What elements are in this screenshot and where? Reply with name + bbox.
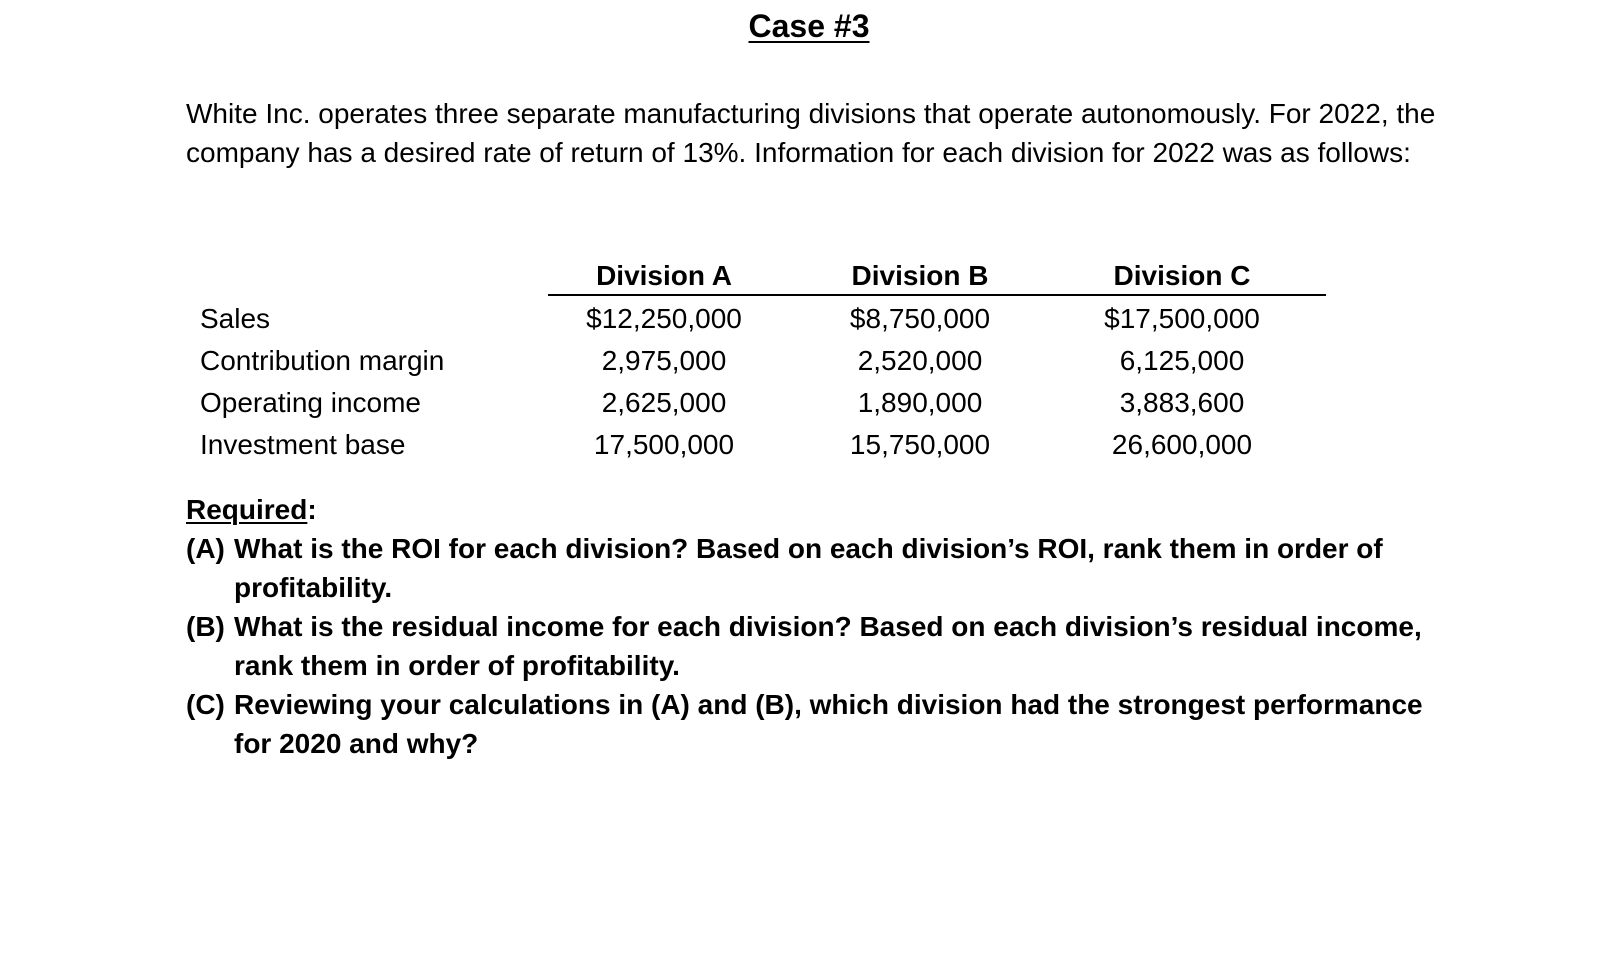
- header-underline: [548, 294, 1326, 296]
- row-label: Contribution margin: [200, 345, 445, 376]
- table-row-investment-base: [186, 424, 1326, 466]
- required-heading: [186, 490, 1446, 529]
- table-row-sales: [186, 298, 1326, 340]
- table-cell: $12,250,000: [586, 303, 742, 334]
- header-division-a: Division A: [596, 260, 732, 291]
- table-cell: 15,750,000: [849, 429, 991, 460]
- table-cell: 17,500,000: [593, 429, 735, 460]
- question-tag: (B): [186, 611, 225, 642]
- division-table: [186, 258, 1326, 466]
- table-cell: $17,500,000: [1104, 303, 1260, 334]
- table-header-row: [186, 258, 1326, 294]
- row-label: Investment base: [200, 429, 406, 460]
- intro-paragraph: White Inc. operates three separate manufacturing divisions that operate autonomously. For 2022, the company has a desired rate of return of 13%. Information for each division for 2022 was as follows:: [186, 98, 1436, 168]
- question-text: What is the residual income for each division? Based on each division’s residual income, rank them in order of profitability.: [234, 611, 1422, 681]
- header-division-b: Division B: [851, 260, 989, 291]
- table-body: [186, 294, 1326, 466]
- table-row-operating-income: [186, 382, 1326, 424]
- header-division-c: Division C: [1113, 260, 1251, 291]
- required-heading-text: Required: [186, 494, 308, 525]
- question-tag: (C): [186, 689, 225, 720]
- question-tag: (A): [186, 533, 225, 564]
- table-cell: 3,883,600: [1119, 387, 1245, 418]
- table-cell: 2,625,000: [601, 387, 727, 418]
- table-cell: 6,125,000: [1119, 345, 1245, 376]
- question-c: [186, 685, 1446, 763]
- table-cell: 1,890,000: [857, 387, 983, 418]
- table-cell: 26,600,000: [1111, 429, 1253, 460]
- table-cell: 2,520,000: [857, 345, 983, 376]
- required-heading-colon: :: [307, 494, 317, 525]
- page-title: Case #3: [748, 8, 870, 44]
- question-text: Reviewing your calculations in (A) and (B), which division had the strongest performance for 2020 and why?: [234, 689, 1423, 759]
- question-a: [186, 529, 1446, 607]
- row-label: Sales: [200, 303, 271, 334]
- row-label: Operating income: [200, 387, 422, 418]
- table-cell: $8,750,000: [849, 303, 991, 334]
- table-row-contribution-margin: [186, 340, 1326, 382]
- table-cell: 2,975,000: [601, 345, 727, 376]
- question-text: What is the ROI for each division? Based on each division’s ROI, rank them in order of profitability.: [234, 533, 1383, 603]
- required-section: [186, 490, 1446, 763]
- question-b: [186, 607, 1446, 685]
